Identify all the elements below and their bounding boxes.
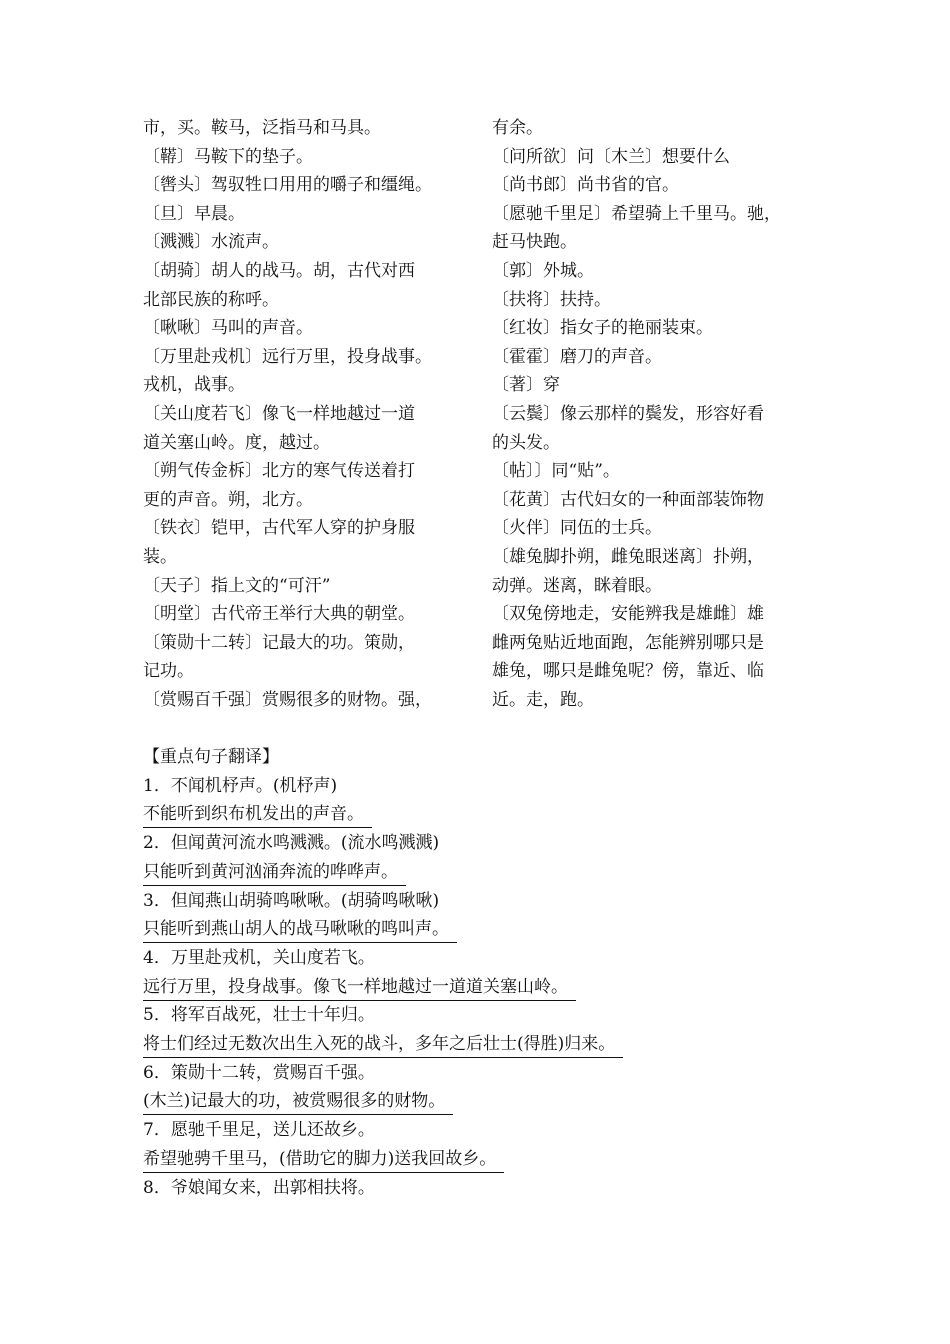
note-line: 有余。 [492, 118, 543, 138]
translation-answer-2: 只能听到黄河汹涌奔流的哗哗声。 [143, 859, 406, 886]
sentence-5: 5．将军百战死，壮士十年归。 [143, 1005, 375, 1026]
note-line: 〔天子〕指上文的“可汗” [143, 575, 331, 596]
translation-answer-4: 远行万里，投身战事。像飞一样地越过一道道关塞山岭。 [143, 974, 576, 1001]
note-line: 市，买。鞍马，泛指马和马具。 [143, 118, 381, 138]
note-line: 〔策勋十二转〕记最大的功。策勋， [143, 632, 415, 653]
answer-line-1 [143, 800, 843, 829]
note-line: 〔花黄〕古代妇女的一种面部装饰物 [492, 489, 764, 510]
translation-answer-7: 希望驰骋千里马，(借助它的脚力)送我回故乡。 [143, 1146, 504, 1173]
note-line: 赶马快跑。 [492, 232, 577, 253]
note-line: 戎机，战事。 [143, 375, 245, 396]
note-line: 〔帖〕〕同“贴”。 [492, 461, 620, 482]
translation-answer-1: 不能听到织布机发出的声音。 [143, 801, 372, 828]
translation-answer-6: (木兰)记最大的功，被赏赐很多的财物。 [143, 1088, 453, 1115]
note-line: 道关塞山岭。度，越过。 [143, 432, 330, 453]
answer-line-5 [143, 1030, 843, 1059]
note-line: 〔红妆〕指女子的艳丽装束。 [492, 318, 713, 339]
note-line: 〔霍霍〕磨刀的声音。 [492, 346, 662, 367]
note-line: 〔胡骑〕胡人的战马。胡，古代对西 [143, 260, 415, 281]
note-line: 〔雄兔脚扑朔，雌兔眼迷离〕扑朔， [492, 546, 764, 567]
sentence-6: 6．策勋十二转，赏赐百千强。 [143, 1062, 375, 1083]
note-line: 〔郭〕外城。 [492, 260, 594, 281]
translation-answer-3: 只能听到燕山胡人的战马啾啾的鸣叫声。 [143, 916, 457, 943]
note-line: 〔啾啾〕马叫的声音。 [143, 318, 313, 339]
note-line: 近。走，跑。 [492, 689, 594, 710]
note-line: 〔赏赐百千强〕赏赐很多的财物。强， [143, 689, 432, 710]
note-line: 〔愿驰千里足〕希望骑上千里马。驰， [492, 203, 781, 224]
note-line: 〔尚书郎〕尚书省的官。 [492, 175, 679, 196]
note-line: 〔朔气传金柝〕北方的寒气传送着打 [143, 461, 415, 482]
note-line: 〔万里赴戎机〕远行万里，投身战事。 [143, 346, 432, 367]
note-line: 〔著〕穿 [492, 375, 560, 396]
note-line: 北部民族的称呼。 [143, 289, 279, 310]
sentence-8: 8．爷娘闻女来，出郭相扶将。 [143, 1177, 375, 1198]
answer-line-2 [143, 858, 843, 887]
answer-line-3 [143, 915, 843, 944]
note-line: 〔扶将〕扶持。 [492, 289, 611, 310]
note-line: 装。 [143, 546, 177, 567]
note-line: 〔火伴〕同伍的士兵。 [492, 518, 662, 539]
sentence-4: 4．万里赴戎机，关山度若飞。 [143, 947, 375, 968]
note-line: 〔旦〕早晨。 [143, 203, 245, 224]
note-line: 的头发。 [492, 432, 560, 453]
note-line: 记功。 [143, 661, 194, 682]
translation-answer-5: 将士们经过无数次出生入死的战斗，多年之后壮士(得胜)归来。 [143, 1031, 623, 1058]
sentence-1: 1．不闻机杼声。(机杼声) [143, 775, 338, 796]
left-notes-column [143, 114, 465, 714]
sentence-3: 3．但闻燕山胡骑鸣啾啾。(胡骑鸣啾啾) [143, 890, 440, 911]
note-line: 〔明堂〕古代帝王举行大典的朝堂。 [143, 604, 415, 625]
sentence-2: 2．但闻黄河流水鸣溅溅。(流水鸣溅溅) [143, 833, 440, 854]
note-line: 〔铁衣〕铠甲，古代军人穿的护身服 [143, 518, 415, 539]
answer-line-4 [143, 973, 843, 1002]
section-title: 【重点句子翻译】 [143, 747, 279, 767]
note-line: 〔问所欲〕问〔木兰〕想要什么 [492, 146, 730, 167]
note-line: 更的声音。朔，北方。 [143, 489, 313, 510]
note-line: 〔双兔傍地走，安能辨我是雄雌〕雄 [492, 604, 764, 625]
right-notes-column [492, 114, 814, 714]
sentence-7: 7．愿驰千里足，送儿还故乡。 [143, 1120, 375, 1141]
note-line: 〔关山度若飞〕像飞一样地越过一道 [143, 403, 415, 424]
note-line: 动弹。迷离，眯着眼。 [492, 575, 662, 596]
answer-line-7 [143, 1145, 843, 1174]
note-line: 〔辔头〕驾驭牲口用用的嚼子和缰绳。 [143, 175, 432, 196]
note-line: 雄兔，哪只是雌兔呢？傍，靠近、临 [492, 661, 764, 682]
note-line: 雌两兔贴近地面跑，怎能辨别哪只是 [492, 632, 764, 653]
note-line: 〔云鬓〕像云那样的鬓发，形容好看 [492, 403, 764, 424]
note-line: 〔溅溅〕水流声。 [143, 232, 279, 253]
note-line: 〔鞯〕马鞍下的垫子。 [143, 146, 313, 167]
translation-section [143, 743, 843, 1202]
answer-line-6 [143, 1087, 843, 1116]
